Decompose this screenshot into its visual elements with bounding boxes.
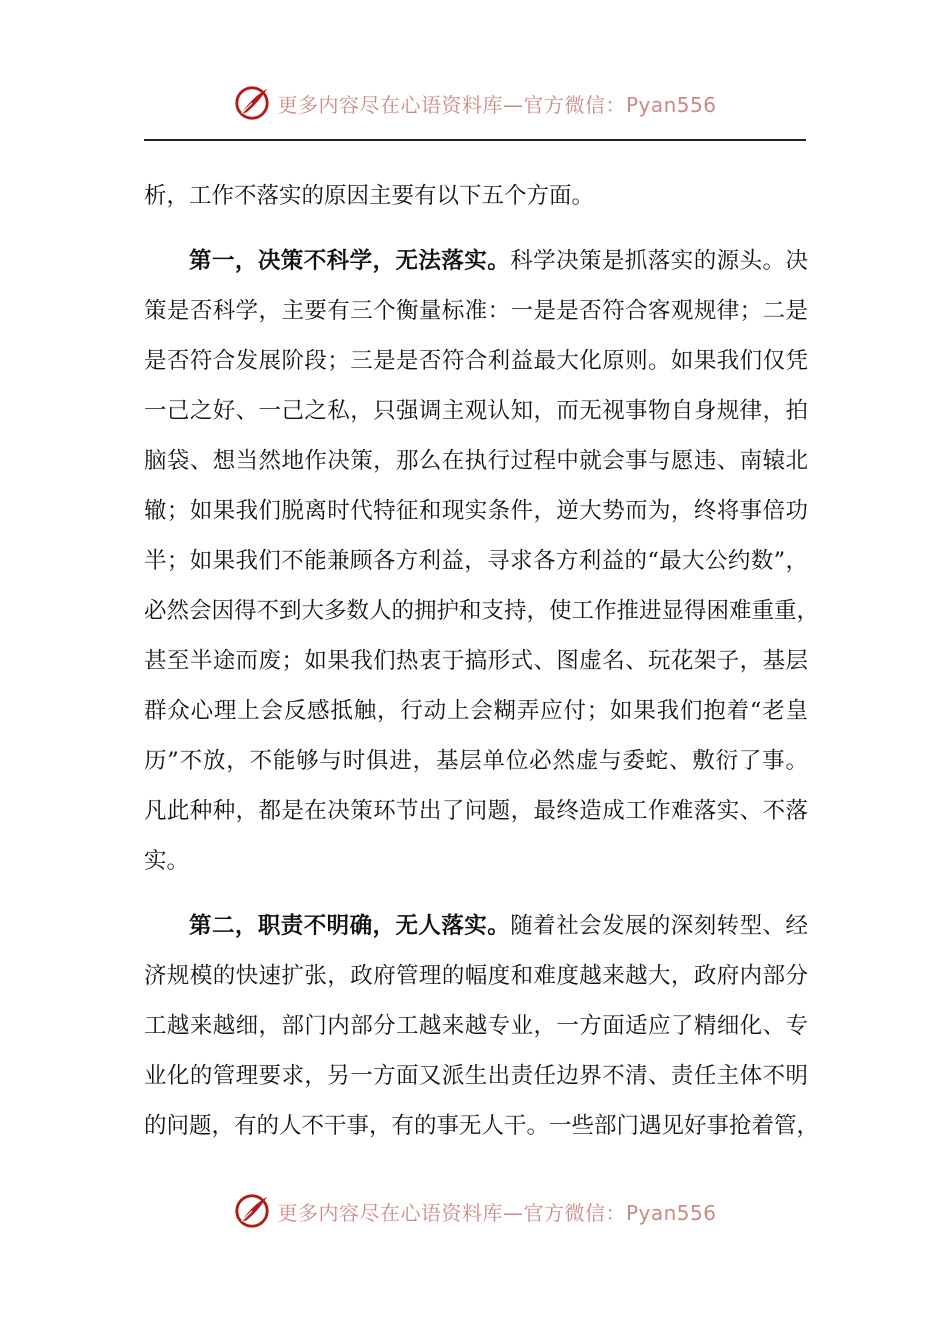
- section2-first-line: [144, 901, 808, 951]
- section2-first-line-text: 随着社会发展的深刻转型、经: [510, 913, 808, 939]
- intro-line: 析，工作不落实的原因主要有以下五个方面。: [144, 183, 595, 209]
- quill-logo-icon: [233, 84, 271, 122]
- section1-line: 历”不放，不能够与时俱进，基层单位必然虚与委蛇、敷衍了事。: [144, 748, 808, 774]
- document-body: [144, 171, 820, 1151]
- section2-heading: 第二，职责不明确，无人落实。: [189, 913, 511, 939]
- section1-line: 凡此种种，都是在决策环节出了问题，最终造成工作难落实、不落: [144, 798, 808, 824]
- section1-line: 群众心理上会反感抵触，行动上会糊弄应付；如果我们抱着“老皇: [144, 698, 808, 724]
- section1-first-line-text: 科学决策是抓落实的源头。决: [510, 248, 808, 274]
- section1-first-line: [144, 236, 808, 286]
- section1-line: 辙；如果我们脱离时代特征和现实条件，逆大势而为，终将事倍功: [144, 498, 808, 524]
- header-rule: [144, 139, 806, 141]
- header-banner: [0, 78, 950, 128]
- section1-line: 必然会因得不到大多数人的拥护和支持，使工作推进显得困难重重，: [144, 598, 820, 624]
- section1-line: 脑袋、想当然地作决策，那么在执行过程中就会事与愿违、南辕北: [144, 448, 808, 474]
- footer-banner: [0, 1186, 950, 1236]
- section1-heading: 第一，决策不科学，无法落实。: [189, 248, 511, 274]
- section1-last-line: 实。: [144, 848, 190, 874]
- section1-line: 半；如果我们不能兼顾各方利益，寻求各方利益的“最大公约数”，: [144, 548, 808, 574]
- footer-banner-text: 更多内容尽在心语资料库—官方微信：Pyan556: [277, 1200, 717, 1225]
- section1-line: 甚至半途而废；如果我们热衷于搞形式、图虚名、玩花架子，基层: [144, 648, 808, 674]
- section2-line: 工越来越细，部门内部分工越来越专业，一方面适应了精细化、专: [144, 1013, 808, 1039]
- section2-line: 济规模的快速扩张，政府管理的幅度和难度越来越大，政府内部分: [144, 963, 808, 989]
- section1-line: 策是否科学，主要有三个衡量标准：一是是否符合客观规律；二是: [144, 298, 808, 324]
- header-banner-text: 更多内容尽在心语资料库—官方微信：Pyan556: [277, 92, 717, 117]
- quill-logo-icon: [233, 1192, 271, 1230]
- section1-line: 一己之好、一己之私，只强调主观认知，而无视事物自身规律，拍: [144, 398, 808, 424]
- section1-line: 是否符合发展阶段；三是是否符合利益最大化原则。如果我们仅凭: [144, 348, 808, 374]
- section2-line: 业化的管理要求，另一方面又派生出责任边界不清、责任主体不明: [144, 1063, 808, 1089]
- section2-line: 的问题，有的人不干事，有的事无人干。一些部门遇见好事抢着管，: [144, 1113, 820, 1139]
